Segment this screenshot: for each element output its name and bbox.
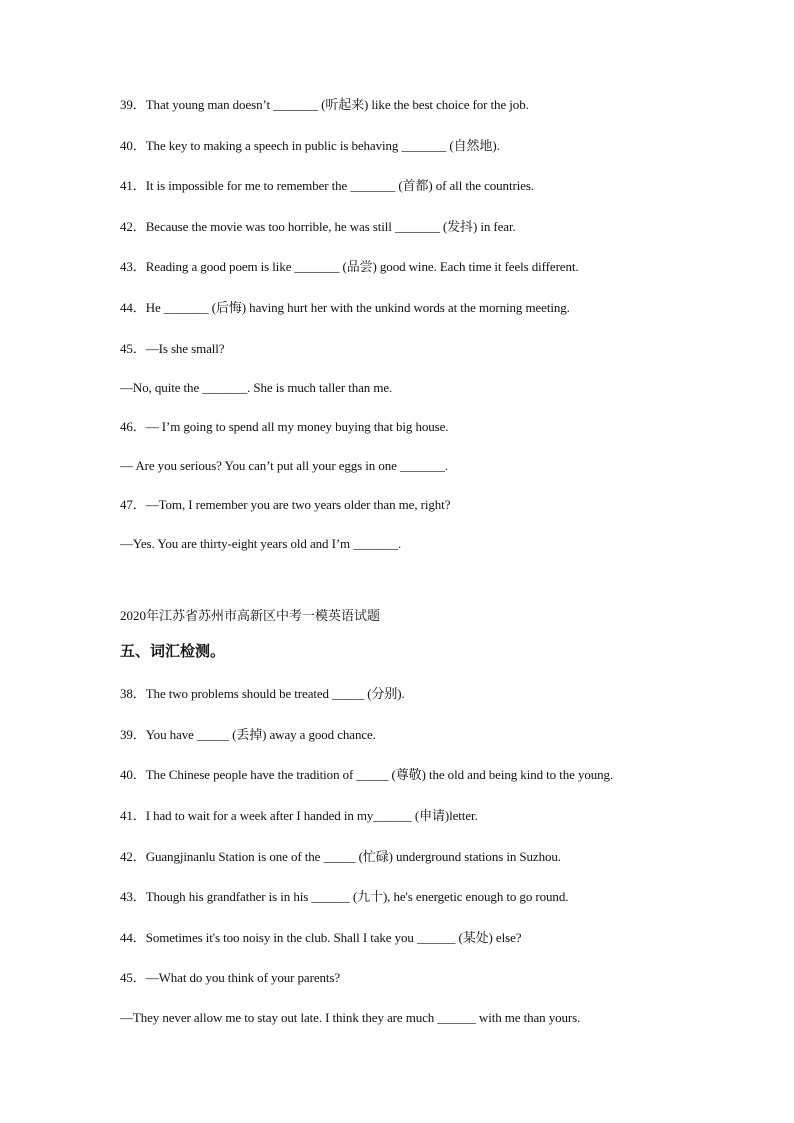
question-41: 41．It is impossible for me to remember the _______ (首都) of all the countries. (120, 178, 534, 193)
question-45-reply: —No, quite the _______. She is much taller than me. (120, 380, 393, 395)
source-title: 2020年江苏省苏州市高新区中考一模英语试题 (120, 608, 381, 623)
question-39: 39．You have _____ (丢掉) away a good chance. (120, 727, 376, 742)
question-47-prompt: 47．—Tom, I remember you are two years older than me, right? (120, 497, 451, 512)
question-38: 38．The two problems should be treated _____ (分别). (120, 686, 405, 701)
question-44: 44．Sometimes it's too noisy in the club. Shall I take you ______ (某处) else? (120, 930, 522, 945)
question-42: 42．Guangjinanlu Station is one of the _____ (忙碌) underground stations in Suzhou. (120, 849, 561, 864)
question-40: 40．The key to making a speech in public is behaving _______ (自然地). (120, 138, 500, 153)
question-39: 39．That young man doesn’t _______ (听起来) like the best choice for the job. (120, 97, 529, 112)
question-45-prompt: 45．—What do you think of your parents? (120, 970, 341, 985)
question-41: 41．I had to wait for a week after I handed in my______ (申请)letter. (120, 808, 478, 823)
question-46-reply: — Are you serious? You can’t put all your eggs in one _______. (120, 458, 448, 473)
question-45-reply: —They never allow me to stay out late. I think they are much ______ with me than yours. (120, 1010, 581, 1025)
question-42: 42．Because the movie was too horrible, he was still _______ (发抖) in fear. (120, 219, 516, 234)
question-45-prompt: 45．—Is she small? (120, 341, 225, 356)
question-44: 44．He _______ (后悔) having hurt her with the unkind words at the morning meeting. (120, 300, 570, 315)
question-40: 40．The Chinese people have the tradition of _____ (尊敬) the old and being kind to the young. (120, 767, 614, 782)
question-47-reply: —Yes. You are thirty-eight years old and I’m _______. (120, 536, 402, 551)
question-46-prompt: 46．— I’m going to spend all my money buying that big house. (120, 419, 449, 434)
question-43: 43．Though his grandfather is in his ______ (九十), he's energetic enough to go round. (120, 889, 569, 904)
section-heading: 五、词汇检测。 (120, 644, 226, 660)
question-43: 43．Reading a good poem is like _______ (品尝) good wine. Each time it feels different. (120, 259, 579, 274)
